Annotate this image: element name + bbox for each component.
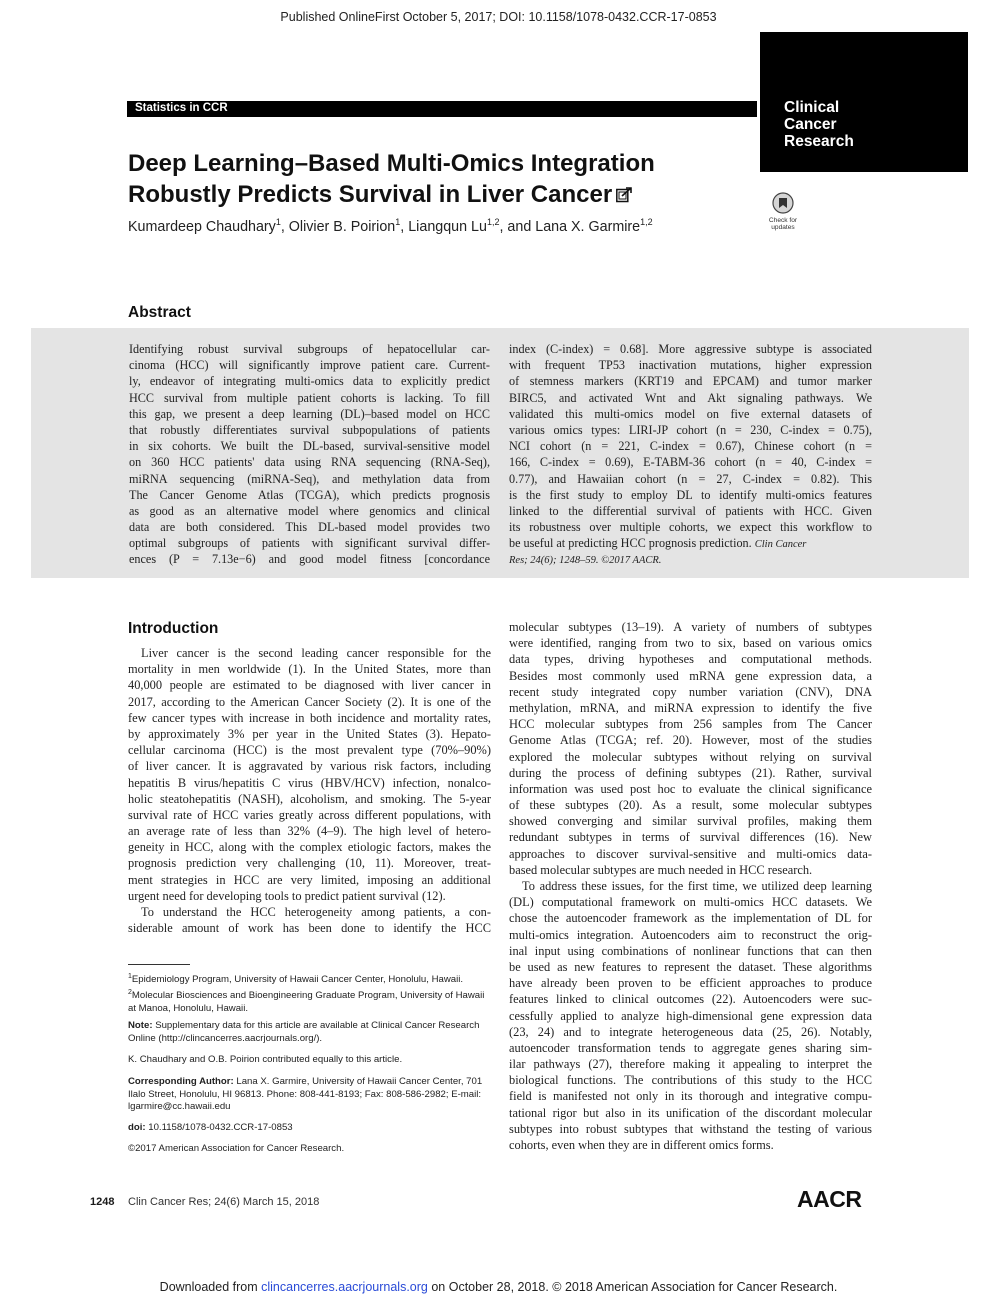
abstract-left-column: Identifying robust survival subgroups of hepatocellular car- cinoma (HCC) will significantly improve patient care. Current- ly, endeavor of integrating multi-omics data to explicitly predict HCC survival from multiple patient cohorts is lacking. To fill this gap, we present a deep learning (DL)–based model on HCC that robustly differentiates survival subpopulations of patients in six cohorts. We built the DL-based, survival-sensitive model on 360 HCC patients' data using RNA sequencing (RNA-Seq), miRNA sequencing (miRNA-Seq), and methylation data from The Cancer Genome Atlas (TCGA), which predicts prognosis as good as an alternative model where genomics and clinical data are both considered. This DL-based model provides two optimal subgroups of patients with significant survival differ- ences (P = 7.13e−6) and good model fitness [concordance (129, 342, 490, 567)
author: Liangqun Lu (408, 218, 487, 235)
footnote-copyright: ©2017 American Association for Cancer Research. (128, 1143, 345, 1154)
abstract-heading: Abstract (128, 304, 191, 321)
abstract-box (31, 328, 969, 578)
section-label: Statistics in CCR (135, 102, 228, 114)
journal-citation: Clin Cancer Res; 24(6) March 15, 2018 (128, 1196, 320, 1208)
title-line-2: Robustly Predicts Survival in Liver Cancer (128, 179, 768, 210)
article-title (128, 148, 768, 210)
published-online-line: Published OnlineFirst October 5, 2017; DOI: 10.1158/1078-0432.CCR-17-0853 (280, 10, 717, 24)
download-link[interactable]: clincancerres.aacrjournals.org (261, 1280, 428, 1294)
check-for-updates-badge[interactable] (761, 192, 805, 234)
author-list: Kumardeep Chaudhary$^1$, Olivier B. Poirion$^1$, Liangqun Lu$^{1,2}$, and Lana X. Garmire$^{1,2}$ (128, 217, 653, 235)
footnote-divider (128, 964, 190, 965)
aacr-logo: AACR (797, 1186, 862, 1212)
abstract-citation: Clin Cancer (754, 539, 807, 551)
footnote-equal-contribution: K. Chaudhary and O.B. Poirion contributed equally to this article. (128, 1054, 403, 1065)
page-number: 1248 (90, 1196, 115, 1208)
footnote-affiliations: $^1$Epidemiology Program, University of Hawaii Cancer Center, Honolulu, Hawaii. $^2$Molecular Biosciences and Bioengineering Graduate Program, University of Hawaii at Manoa, Honolulu, Hawaii. (128, 973, 485, 1014)
check-for-updates-icon (772, 192, 794, 214)
title-line-1: Deep Learning–Based Multi-Omics Integration (128, 150, 655, 177)
check-for-updates-text: Check for updates (768, 217, 798, 231)
download-line: Downloaded from clincancerres.aacrjournals.org on October 28, 2018. © 2018 American Association for Cancer Research. (159, 1280, 838, 1294)
footnote-supplementary-note: Note: Supplementary data for this article are available at Clinical Cancer Research Online (http://clincancerres.aacrjournals.org/). (128, 1020, 480, 1044)
introduction-heading: Introduction (128, 620, 219, 637)
introduction-right-column: molecular subtypes (13–19). A variety of numbers of subtypes were identified, ranging from two to six, based on various omics data types, driving hypotheses and computational methods. Besides most commonly used mRNA gene expression data, a recent study integrated copy number variation (CNV), DNA methylation, mRNA, and miRNA expression to identify the five HCC molecular subtypes from 256 samples from The Cancer Genome Atlas (TCGA; ref. 20). However, most of the studies explored the molecular subtypes without relying on survival during the process of defining subtypes (21). Rather, survival information was used post hoc to evaluate the clinical significance of these subtypes (20). As a result, some molecular subtypes showed converging and similar survival profiles, making them redundant subtypes in terms of survival differences (16). New approaches to discover survival-sensitive and multi-omics data- based molecular subtypes are much needed in HCC research. To address these issues, for the first time, we utilized deep learning (DL) computational framework on multi-omics HCC datasets. We chose the autoencoder framework as the implementation of DL for multi-omics integration. Autoencoders aim to reconstruct the orig- inal input using combinations of nonlinear functions that can then be used as new features to represent the dataset. These algorithms have already been proven to be efficient approaches to produce features linked to clinical outcomes (22). Autoencoders were suc- cessfully applied to analyze high-dimensional gene expression data (23, 24) and to integrate heterogeneous data (25, 26). Notably, autoencoder transformation tends to aggregate genes sharing sim- ilar pathways (27), therefore making it appealing to interpret the biological functions. The contributions of this study to the HCC field is manifested not only in its thorough and integrative compu- tational rigor but also in its unification of the discordant molecular subtypes into robust subtypes that withstand the testing of various cohorts, even when they are in different omics forms. (509, 620, 872, 1152)
abstract-citation: Res; 24(6); 1248–59. ©2017 AACR. (509, 555, 662, 567)
author: Kumardeep Chaudhary (128, 218, 276, 235)
introduction-left-column: Liver cancer is the second leading cancer responsible for the mortality in men worldwide (1). In the United States, more than 40,000 people are estimated to be diagnosed with liver cancer in 2017, according to the American Cancer Society (2). It is one of the few cancer types with increase in both incidence and mortality rates, by approximately 3% per year in the United States (3). Hepato- cellular carcinoma (HCC) is the most prevalent type (70%–90%) of liver cancer. It is aggravated by various risk factors, including hepatitis B virus/hepatitis C virus (HBV/HCV) infection, nonalco- holic steatohepatitis (NASH), alcoholism, and smoking. The 5-year survival rate of HCC varies greatly across different populations, with an average rate of less than 32% (4–9). The high level of hetero- geneity in HCC, along with the complex etiologic factors, makes the prognosis prediction very challenging (10, 11). Moreover, treat- ment strategies in HCC are very limited, imposing an additional urgent need for developing tools to predict patient survival (12). To understand the HCC heterogeneity among patients, a con- siderable amount of work has been done to identify the HCC (128, 646, 491, 936)
open-access-icon (616, 187, 632, 203)
journal-name-block (760, 32, 968, 172)
footnote-doi: doi: 10.1158/1078-0432.CCR-17-0853 (128, 1122, 293, 1133)
author: Olivier B. Poirion (288, 218, 396, 235)
abstract-right-column: index (C-index) = 0.68]. More aggressive subtype is associated with frequent TP53 inactivation mutations, higher expression of stemness markers (KRT19 and EPCAM) and tumor marker BIRC5, and activated Wnt and Akt signaling pathways. We validated this multi-omics model on five external datasets of various omics types: LIRI-JP cohort (n = 230, C-index = 0.75), NCI cohort (n = 221, C-index = 0.67), Chinese cohort (n = 166, C-index = 0.69), E-TABM-36 cohort (n = 40, C-index = 0.77), and Hawaiian cohort (n = 27, C-index = 0.82). This is the first study to employ DL to identify multi-omics features linked to the differential survival of patients with HCC. Given its robustness over multiple cohorts, we expect this workflow to be useful at predicting HCC prognosis prediction. Clin Cancer Res; 24(6); 1248–59. ©2017 AACR. (509, 342, 872, 567)
section-bar (127, 101, 757, 117)
journal-name: Clinical Cancer Research (784, 99, 854, 150)
author: and Lana X. Garmire (507, 218, 641, 235)
footnote-corresponding-author: Corresponding Author: Lana X. Garmire, University of Hawaii Cancer Center, 701 Ilalo Street, Honolulu, HI 96813. Phone: 808-441-8193; Fax: 808-586-2982; E-mail: lgarmire@cc.hawaii.edu (128, 1076, 483, 1113)
